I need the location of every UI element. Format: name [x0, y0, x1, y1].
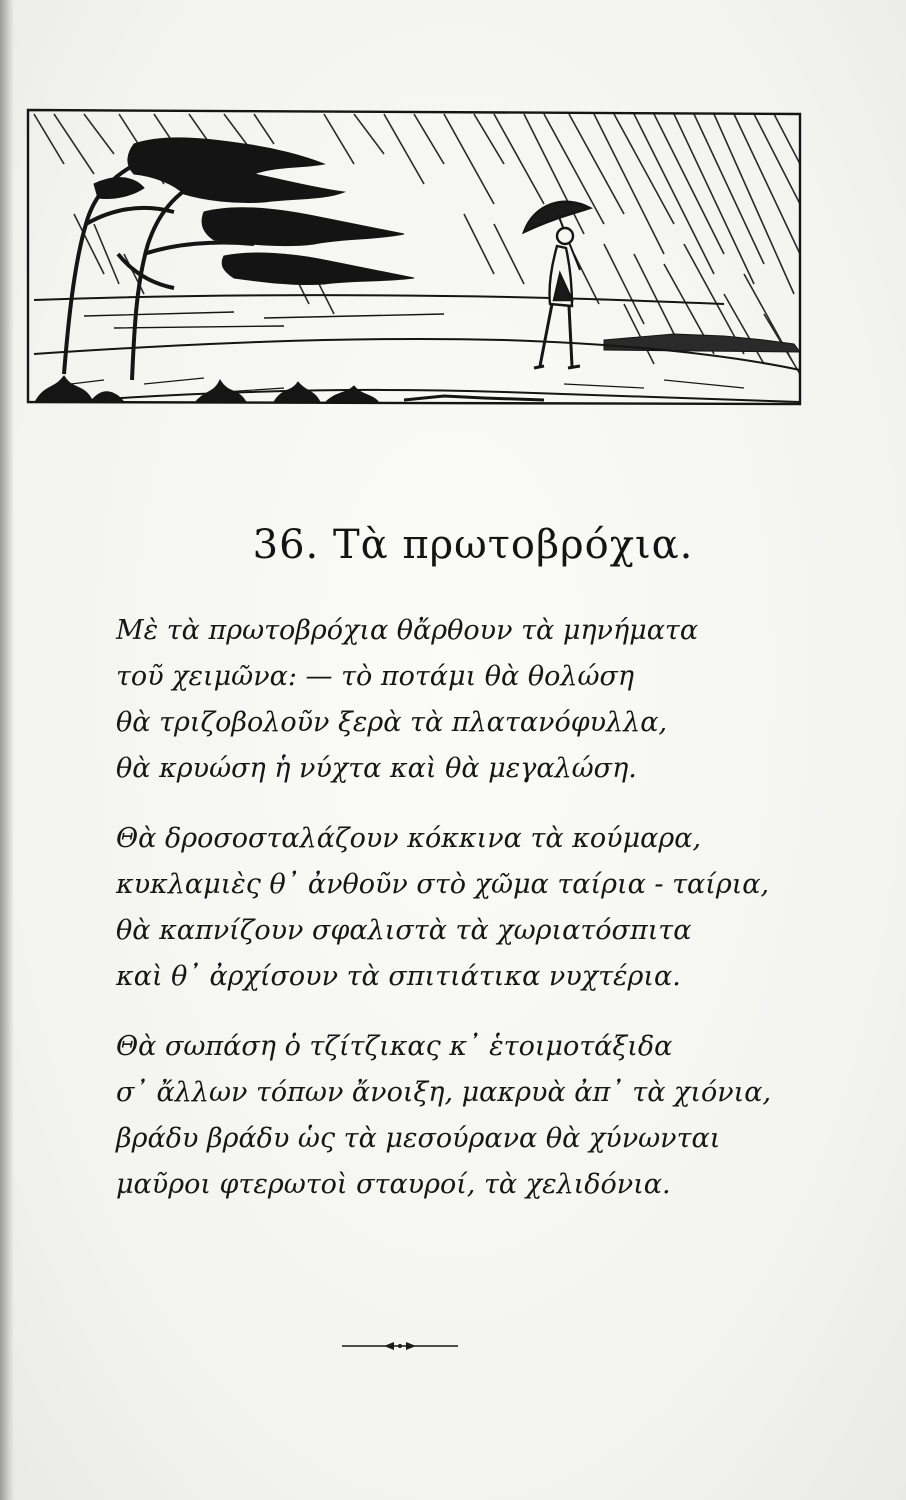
stanza-3 — [116, 1024, 796, 1208]
verse-line: τοῦ χειμῶνα: — τὸ ποτάμι θὰ θολώση — [116, 661, 635, 692]
verse-line: θὰ τριζοβολοῦν ξερὰ τὰ πλατανόφυλλα, — [116, 707, 668, 738]
verse-line: καὶ θ᾿ ἀρχίσουν τὰ σπιτιάτικα νυχτέρια. — [116, 961, 681, 992]
verse-line: Θὰ σωπάση ὁ τζίτζικας κ᾿ ἑτοιμοτάξιδα — [116, 1031, 673, 1062]
rainy-landscape-illustration — [24, 104, 804, 416]
verse-line: θὰ καπνίζουν σφαλιστὰ τὰ χωριατόσπιτα — [116, 915, 692, 946]
verse-line: κυκλαμιὲς θ᾿ ἀνθοῦν στὸ χῶμα ταίρια - ταίρια, — [116, 869, 770, 900]
poem-title: 36. Τὰ πρωτοβρόχια. — [252, 522, 694, 568]
verse-line: Μὲ τὰ πρωτοβρόχια θἄρθουν τὰ μηνήματα — [116, 615, 699, 646]
verse-line: βράδυ βράδυ ὡς τὰ μεσούρανα θὰ χύνωνται — [116, 1123, 721, 1154]
verse-line: Θὰ δροσοσταλάζουν κόκκινα τὰ κούμαρα, — [116, 823, 702, 854]
stanza-1 — [116, 608, 796, 792]
page-gutter-shadow — [0, 0, 14, 1500]
verse-line: σ᾿ ἄλλων τόπων ἄνοιξη, μακρυὰ ἀπ᾿ τὰ χιόνια, — [116, 1077, 772, 1108]
verse-line: θὰ κρυώση ἡ νύχτα καὶ θὰ μεγαλώση. — [116, 753, 637, 784]
stanza-2 — [116, 816, 796, 1000]
distant-houses — [604, 334, 800, 352]
end-ornament-divider — [340, 1336, 460, 1356]
verse-line: μαῦροι φτερωτοὶ σταυροί, τὰ χελιδόνια. — [116, 1169, 671, 1200]
